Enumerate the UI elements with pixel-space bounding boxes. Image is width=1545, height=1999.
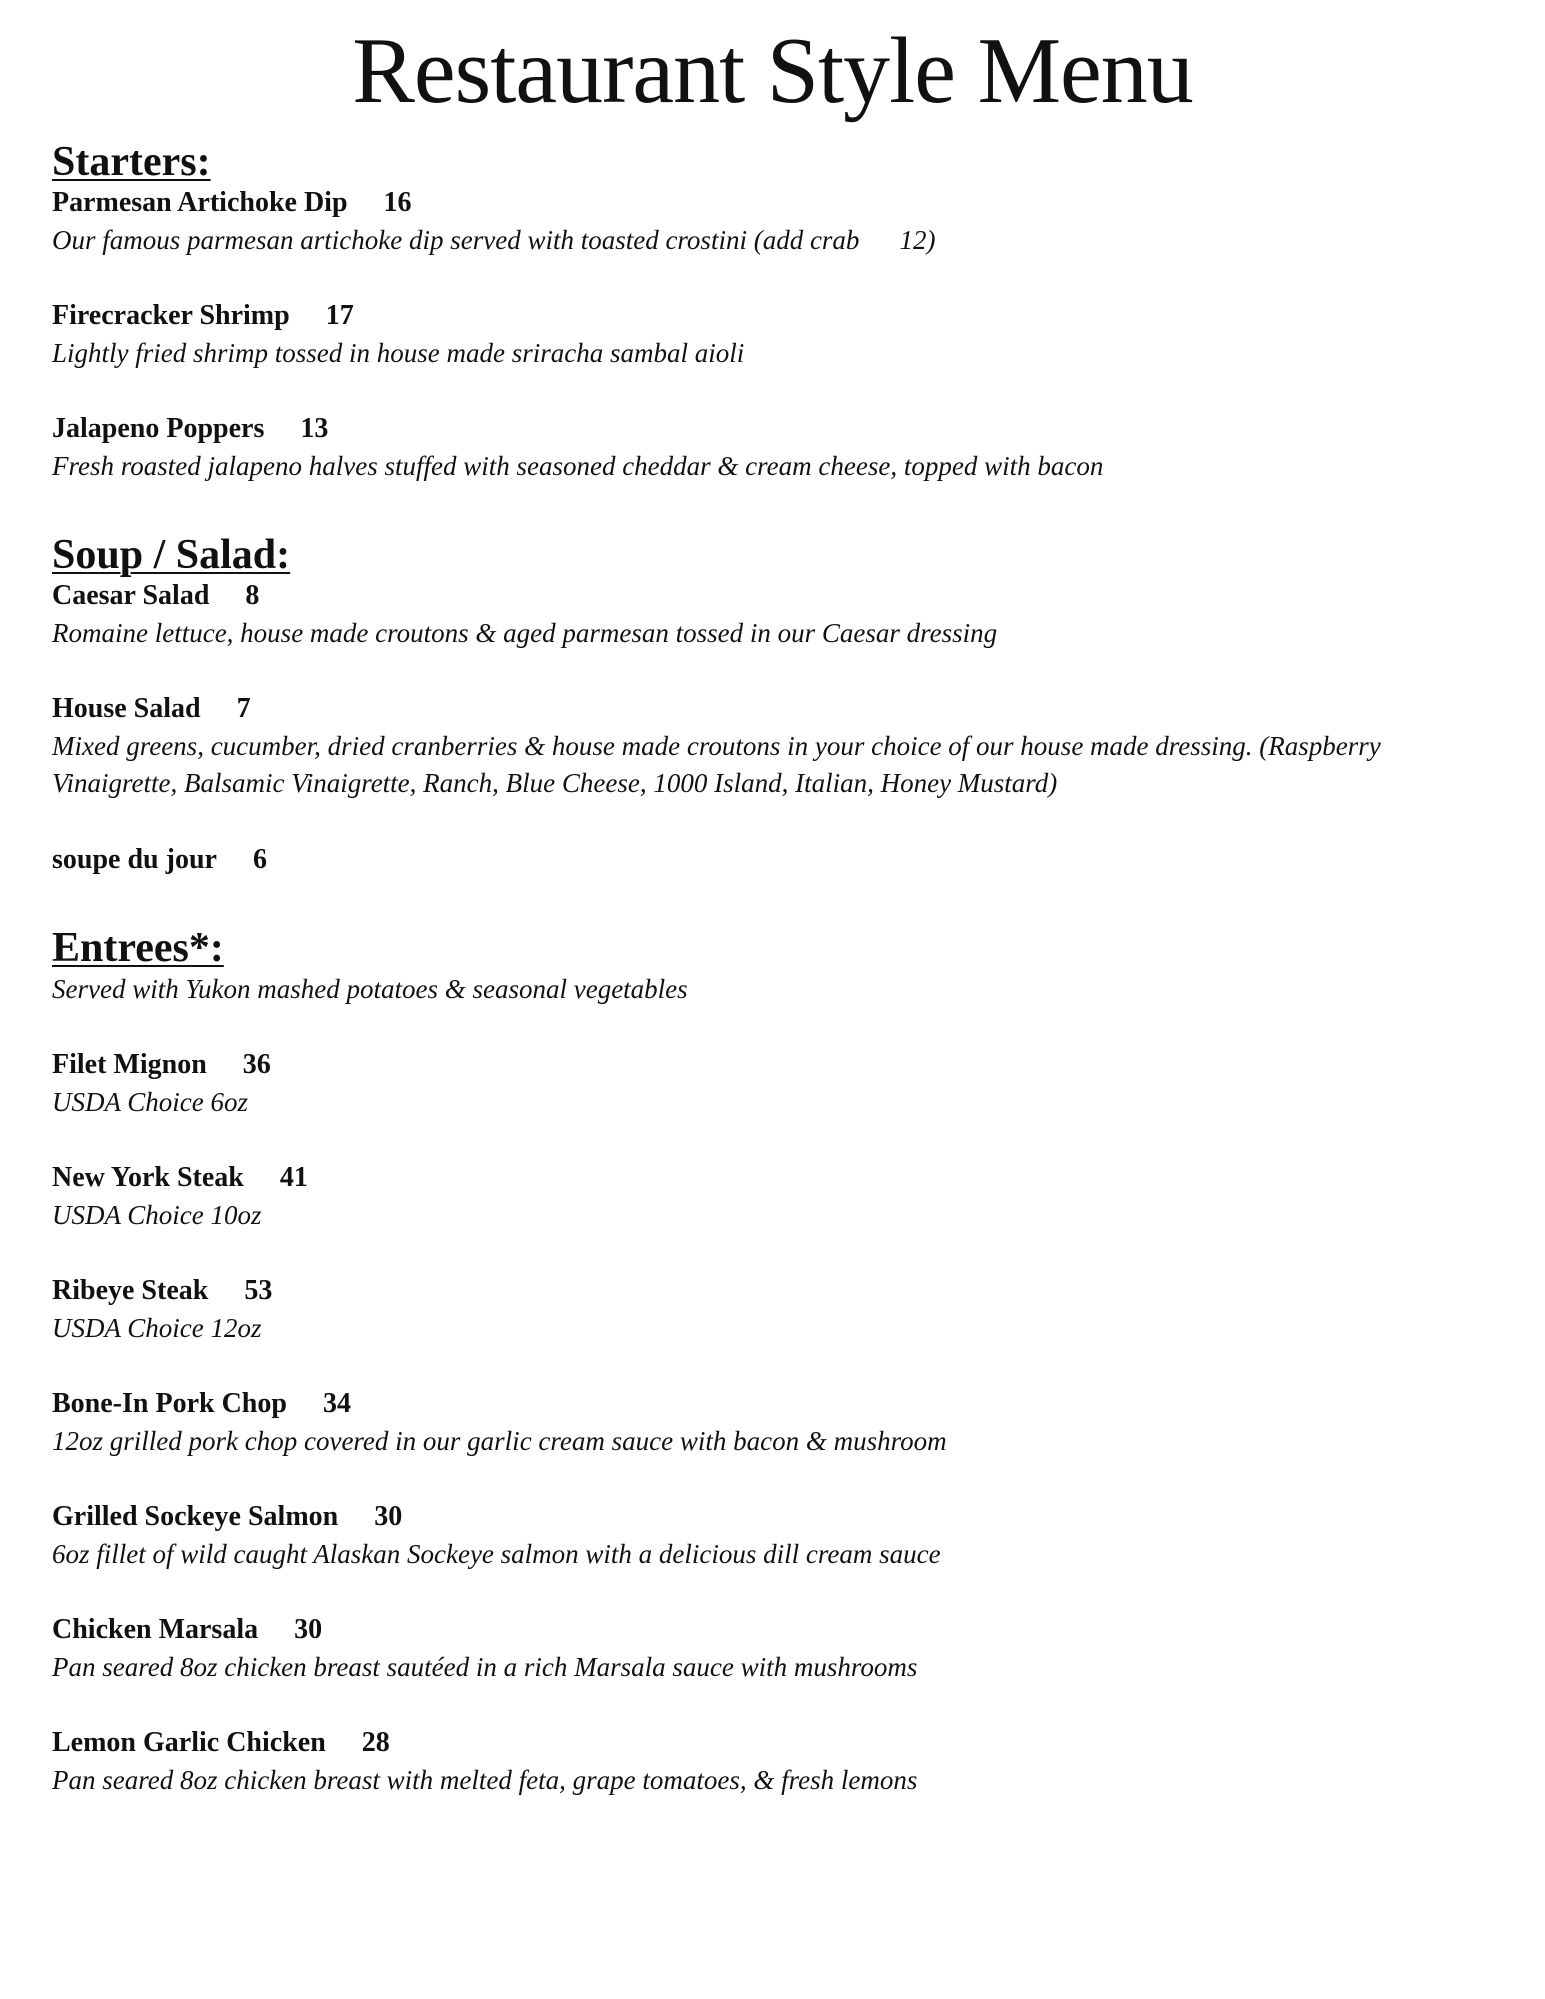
item-description bbox=[52, 222, 1502, 259]
menu-item bbox=[52, 1385, 1502, 1460]
item-name: Bone-In Pork Chop bbox=[52, 1387, 287, 1419]
menu-item bbox=[52, 841, 1502, 879]
item-name: House Salad bbox=[52, 693, 201, 725]
item-price: 36 bbox=[242, 1048, 271, 1080]
item-description: 6oz fillet of wild caught Alaskan Sockeye salmon with a delicious dill cream sauce bbox=[52, 1538, 941, 1569]
section-entrees bbox=[52, 926, 1502, 1799]
item-name: Filet Mignon bbox=[52, 1048, 207, 1080]
section-heading-soup-salad: Soup / Salad: bbox=[52, 532, 291, 579]
menu-item bbox=[52, 184, 1502, 259]
item-price: 34 bbox=[322, 1387, 351, 1419]
addon-price: 12) bbox=[899, 224, 936, 255]
item-description-text: Our famous parmesan artichoke dip served with toasted crostini (add crab bbox=[52, 224, 860, 255]
item-price: 28 bbox=[361, 1727, 390, 1759]
menu-item bbox=[52, 1046, 1502, 1121]
item-name: Lemon Garlic Chicken bbox=[52, 1727, 326, 1759]
item-price: 41 bbox=[279, 1161, 308, 1193]
item-price: 30 bbox=[294, 1614, 323, 1646]
section-heading-entrees: Entrees*: bbox=[52, 925, 224, 972]
menu-item bbox=[52, 297, 1502, 372]
menu-content bbox=[52, 140, 1502, 1799]
item-description: Pan seared 8oz chicken breast sautéed in a rich Marsala sauce with mushrooms bbox=[52, 1651, 918, 1682]
item-price: 53 bbox=[244, 1274, 273, 1306]
menu-item bbox=[52, 1611, 1502, 1686]
section-heading-starters: Starters: bbox=[52, 139, 211, 185]
item-description: 12oz grilled pork chop covered in our garlic cream sauce with bacon & mushroom bbox=[52, 1425, 947, 1456]
item-price: 8 bbox=[245, 580, 260, 612]
menu-item bbox=[52, 1159, 1502, 1234]
item-description: USDA Choice 10oz bbox=[52, 1199, 262, 1230]
item-name: Grilled Sockeye Salmon bbox=[52, 1501, 339, 1532]
item-name: Chicken Marsala bbox=[52, 1614, 259, 1646]
menu-item bbox=[52, 1498, 1502, 1573]
item-name: Caesar Salad bbox=[52, 580, 210, 612]
item-name: Ribeye Steak bbox=[52, 1274, 209, 1306]
item-name: Jalapeno Poppers bbox=[52, 413, 265, 445]
item-description: Lightly fried shrimp tossed in house made sriracha sambal aioli bbox=[52, 337, 745, 368]
section-note: Served with Yukon mashed potatoes & seasonal vegetables bbox=[52, 973, 688, 1004]
menu-item bbox=[52, 577, 1502, 652]
item-price: 6 bbox=[252, 843, 267, 875]
item-price: 30 bbox=[374, 1501, 403, 1532]
item-description: Mixed greens, cucumber, dried cranberries & house made croutons in your choice of our house made dressing. (Raspberry Vinaigrette, Balsamic Vinaigrette, Ranch, Blue Cheese, 1000 Island, Italian, Honey Mustard) bbox=[52, 731, 1381, 799]
item-description: Romaine lettuce, house made croutons & aged parmesan tossed in our Caesar dressing bbox=[52, 618, 998, 649]
item-price: 16 bbox=[383, 187, 412, 219]
section-starters bbox=[52, 140, 1502, 485]
item-price: 7 bbox=[236, 693, 251, 725]
item-description: Pan seared 8oz chicken breast with melted feta, grape tomatoes, & fresh lemons bbox=[52, 1764, 918, 1795]
item-price: 13 bbox=[300, 413, 329, 445]
item-name: Firecracker Shrimp bbox=[52, 300, 290, 332]
page-title: Restaurant Style Menu bbox=[352, 19, 1193, 123]
menu-item bbox=[52, 690, 1502, 802]
item-price: 17 bbox=[325, 300, 354, 332]
item-name: Parmesan Artichoke Dip bbox=[52, 187, 348, 219]
item-name: soupe du jour bbox=[52, 843, 217, 875]
menu-item bbox=[52, 1724, 1502, 1799]
item-description: USDA Choice 12oz bbox=[52, 1312, 262, 1343]
item-name: New York Steak bbox=[52, 1161, 244, 1193]
item-description: USDA Choice 6oz bbox=[52, 1086, 248, 1117]
menu-item bbox=[52, 410, 1502, 485]
section-soup-salad bbox=[52, 533, 1502, 878]
item-description: Fresh roasted jalapeno halves stuffed with seasoned cheddar & cream cheese, topped with bacon bbox=[52, 450, 1104, 481]
menu-item bbox=[52, 1272, 1502, 1347]
